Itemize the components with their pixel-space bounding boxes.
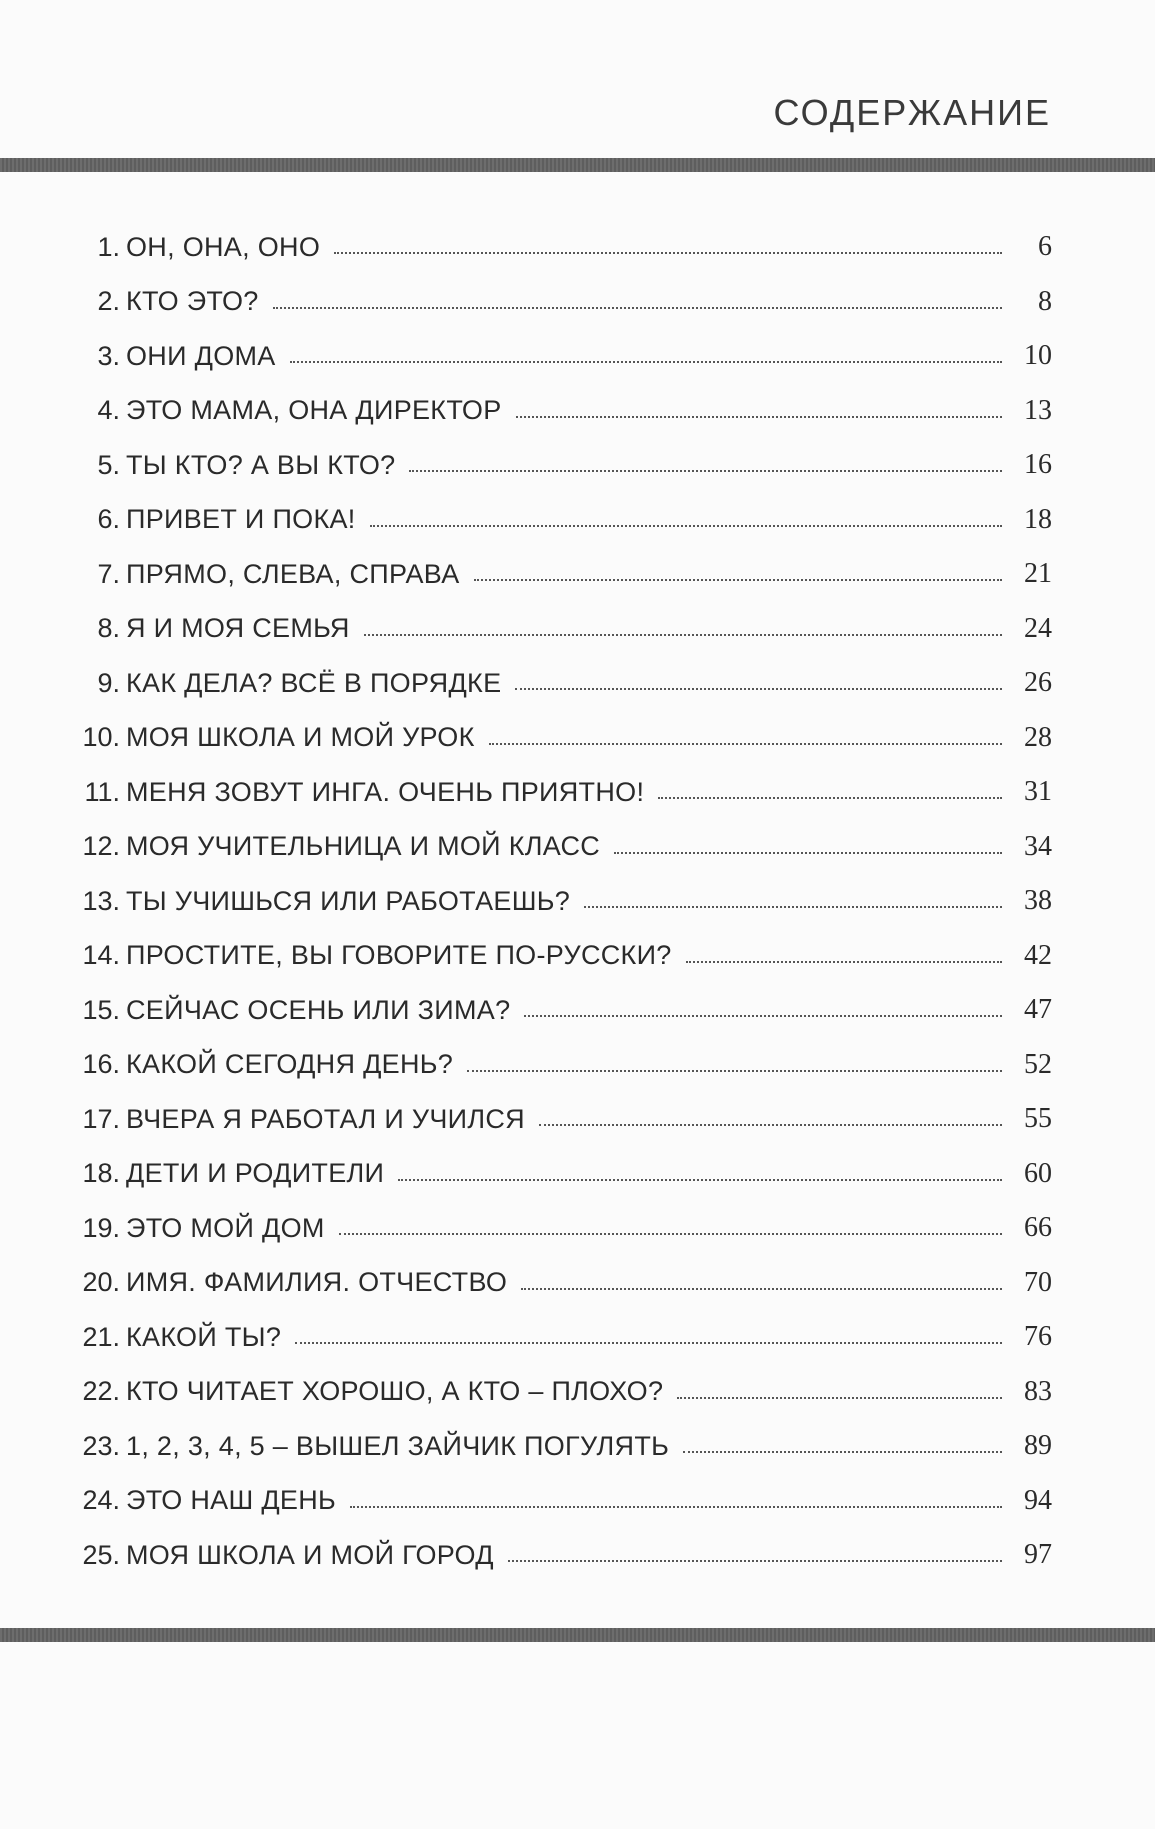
- toc-dot-leader: [683, 1451, 1002, 1453]
- toc-entry: [72, 220, 1052, 275]
- toc-entry-title: КАК ДЕЛА? ВСЁ В ПОРЯДКЕ: [126, 667, 502, 698]
- toc-entry-number: 19.: [82, 1212, 120, 1243]
- toc-entry-number: 4.: [97, 395, 120, 426]
- toc-dot-leader: [515, 688, 1002, 690]
- toc-entry-title: 1, 2, 3, 4, 5 – ВЫШЕЛ ЗАЙЧИК ПОГУЛЯТЬ: [126, 1430, 670, 1461]
- toc-entry-number: 12.: [82, 831, 120, 862]
- toc-entry-page: 18: [1024, 503, 1052, 535]
- toc-dot-leader: [677, 1397, 1002, 1399]
- toc-entry: [72, 656, 1052, 711]
- toc-entry-title: ЭТО МАМА, ОНА ДИРЕКТОР: [126, 395, 502, 426]
- toc-entry: [72, 547, 1052, 602]
- toc-entry: [72, 1528, 1052, 1583]
- toc-entry-number: 3.: [97, 340, 120, 371]
- toc-entry-number: 2.: [97, 286, 120, 317]
- toc-dot-leader: [524, 1015, 1002, 1017]
- toc-dot-leader: [295, 1342, 1002, 1344]
- toc-entry: [72, 711, 1052, 766]
- toc-entry-page: 34: [1024, 830, 1052, 862]
- toc-dot-leader: [290, 361, 1002, 363]
- toc-dot-leader: [584, 906, 1002, 908]
- toc-dot-leader: [339, 1233, 1002, 1235]
- toc-entry-page: 28: [1024, 721, 1052, 753]
- bottom-divider: [0, 1628, 1155, 1642]
- toc-entry-page: 60: [1024, 1157, 1052, 1189]
- toc-entry-number: 16.: [82, 1049, 120, 1080]
- toc-entry-number: 14.: [82, 940, 120, 971]
- toc-entry-number: 10.: [82, 722, 120, 753]
- toc-entry: [72, 329, 1052, 384]
- toc-entry: [72, 275, 1052, 330]
- toc-dot-leader: [521, 1288, 1002, 1290]
- toc-entry-title: ОНИ ДОМА: [126, 340, 276, 371]
- toc-dot-leader: [539, 1124, 1002, 1126]
- toc-dot-leader: [516, 416, 1002, 418]
- top-divider: [0, 158, 1155, 172]
- toc-dot-leader: [370, 525, 1002, 527]
- toc-entry: [72, 1201, 1052, 1256]
- toc-entry-title: ТЫ КТО? А ВЫ КТО?: [126, 449, 396, 480]
- toc-dot-leader: [614, 852, 1002, 854]
- toc-entry-title: КАКОЙ ТЫ?: [126, 1321, 282, 1352]
- toc-entry-title: ЭТО НАШ ДЕНЬ: [126, 1485, 337, 1516]
- toc-entry-title: КТО ЭТО?: [126, 286, 259, 317]
- toc-entry-number: 13.: [82, 885, 120, 916]
- toc-entry-page: 94: [1024, 1484, 1052, 1516]
- toc-entry-number: 21.: [82, 1321, 120, 1352]
- toc-dot-leader: [398, 1179, 1002, 1181]
- toc-entry-title: ПРЯМО, СЛЕВА, СПРАВА: [126, 558, 460, 589]
- toc-entry-page: 55: [1024, 1103, 1052, 1135]
- toc-entry: [72, 1474, 1052, 1529]
- toc-entry-page: 8: [1038, 285, 1052, 317]
- toc-entry-number: 7.: [97, 558, 120, 589]
- toc-entry-page: 52: [1024, 1048, 1052, 1080]
- toc-entry-number: 18.: [82, 1158, 120, 1189]
- toc-entry-title: КАКОЙ СЕГОДНЯ ДЕНЬ?: [126, 1049, 454, 1080]
- toc-entry: [72, 820, 1052, 875]
- toc-entry-number: 6.: [97, 504, 120, 535]
- toc-entry: [72, 874, 1052, 929]
- toc-entry-title: ТЫ УЧИШЬСЯ ИЛИ РАБОТАЕШЬ?: [126, 885, 571, 916]
- toc-entry-title: Я И МОЯ СЕМЬЯ: [126, 613, 350, 644]
- toc-entry-title: ВЧЕРА Я РАБОТАЛ И УЧИЛСЯ: [126, 1103, 525, 1134]
- toc-entry-title: МОЯ УЧИТЕЛЬНИЦА И МОЙ КЛАСС: [126, 831, 601, 862]
- toc-entry-number: 11.: [84, 776, 120, 807]
- toc-entry: [72, 384, 1052, 439]
- page-title: СОДЕРЖАНИЕ: [773, 92, 1051, 133]
- toc-entry: [72, 438, 1052, 493]
- toc-entry-number: 5.: [97, 449, 120, 480]
- toc-entry-number: 1.: [97, 231, 120, 262]
- toc-entry-title: ПРОСТИТЕ, ВЫ ГОВОРИТЕ ПО-РУССКИ?: [126, 940, 672, 971]
- toc-entry: [72, 1147, 1052, 1202]
- toc-entry-page: 89: [1024, 1430, 1052, 1462]
- toc-entry: [72, 1365, 1052, 1420]
- toc-entry-title: ПРИВЕТ И ПОКА!: [126, 504, 356, 535]
- toc-dot-leader: [350, 1506, 1002, 1508]
- toc-dot-leader: [409, 470, 1002, 472]
- toc-entry-title: КТО ЧИТАЕТ ХОРОШО, А КТО – ПЛОХО?: [126, 1376, 664, 1407]
- toc-entry-title: МОЯ ШКОЛА И МОЙ УРОК: [126, 722, 475, 753]
- toc-entry-number: 25.: [82, 1539, 120, 1570]
- toc-entry-title: ИМЯ. ФАМИЛИЯ. ОТЧЕСТВО: [126, 1267, 508, 1298]
- toc-entry-page: 6: [1038, 231, 1052, 263]
- toc-entry: [72, 983, 1052, 1038]
- toc-entry-number: 20.: [82, 1267, 120, 1298]
- toc-entry-page: 21: [1024, 558, 1052, 590]
- toc-dot-leader: [364, 634, 1002, 636]
- toc-entry-title: МОЯ ШКОЛА И МОЙ ГОРОД: [126, 1539, 494, 1570]
- toc-entry-page: 83: [1024, 1375, 1052, 1407]
- toc-dot-leader: [474, 579, 1002, 581]
- toc-entry-title: ОН, ОНА, ОНО: [126, 231, 321, 262]
- toc-dot-leader: [467, 1070, 1002, 1072]
- toc-entry: [72, 1419, 1052, 1474]
- toc-entry: [72, 602, 1052, 657]
- toc-entry-page: 38: [1024, 885, 1052, 917]
- toc-entry: [72, 1256, 1052, 1311]
- toc-entry-page: 42: [1024, 939, 1052, 971]
- toc-entry-title: ДЕТИ И РОДИТЕЛИ: [126, 1158, 385, 1189]
- toc-entry: [72, 765, 1052, 820]
- toc-entry: [72, 1038, 1052, 1093]
- toc-dot-leader: [658, 797, 1002, 799]
- toc-entry: [72, 1310, 1052, 1365]
- toc-entry-page: 66: [1024, 1212, 1052, 1244]
- toc-entry-page: 70: [1024, 1266, 1052, 1298]
- toc-entry-number: 22.: [82, 1376, 120, 1407]
- toc-dot-leader: [334, 252, 1002, 254]
- toc-entry-title: МЕНЯ ЗОВУТ ИНГА. ОЧЕНЬ ПРИЯТНО!: [126, 776, 645, 807]
- toc-entry-page: 26: [1024, 667, 1052, 699]
- toc-entry-page: 16: [1024, 449, 1052, 481]
- toc-entry-number: 9.: [97, 667, 120, 698]
- toc-entry: [72, 929, 1052, 984]
- toc-entry-page: 31: [1024, 776, 1052, 808]
- toc-entry-page: 47: [1024, 994, 1052, 1026]
- toc-dot-leader: [489, 743, 1002, 745]
- toc-entry-number: 8.: [97, 613, 120, 644]
- toc-entry-page: 24: [1024, 612, 1052, 644]
- toc-entry-title: ЭТО МОЙ ДОМ: [126, 1212, 325, 1243]
- toc-entry-page: 13: [1024, 394, 1052, 426]
- toc-dot-leader: [508, 1560, 1002, 1562]
- toc-entry-number: 24.: [82, 1485, 120, 1516]
- toc-entry-page: 10: [1024, 340, 1052, 372]
- toc-dot-leader: [686, 961, 1002, 963]
- toc-dot-leader: [273, 307, 1002, 309]
- toc-entry-number: 23.: [82, 1430, 120, 1461]
- toc-entry-number: 17.: [82, 1103, 120, 1134]
- toc-entry: [72, 1092, 1052, 1147]
- toc-entry-number: 15.: [82, 994, 120, 1025]
- toc-entry: [72, 493, 1052, 548]
- toc-entry-title: СЕЙЧАС ОСЕНЬ ИЛИ ЗИМА?: [126, 994, 511, 1025]
- toc-entry-page: 97: [1024, 1539, 1052, 1571]
- toc-entry-page: 76: [1024, 1321, 1052, 1353]
- table-of-contents: [72, 220, 1052, 1583]
